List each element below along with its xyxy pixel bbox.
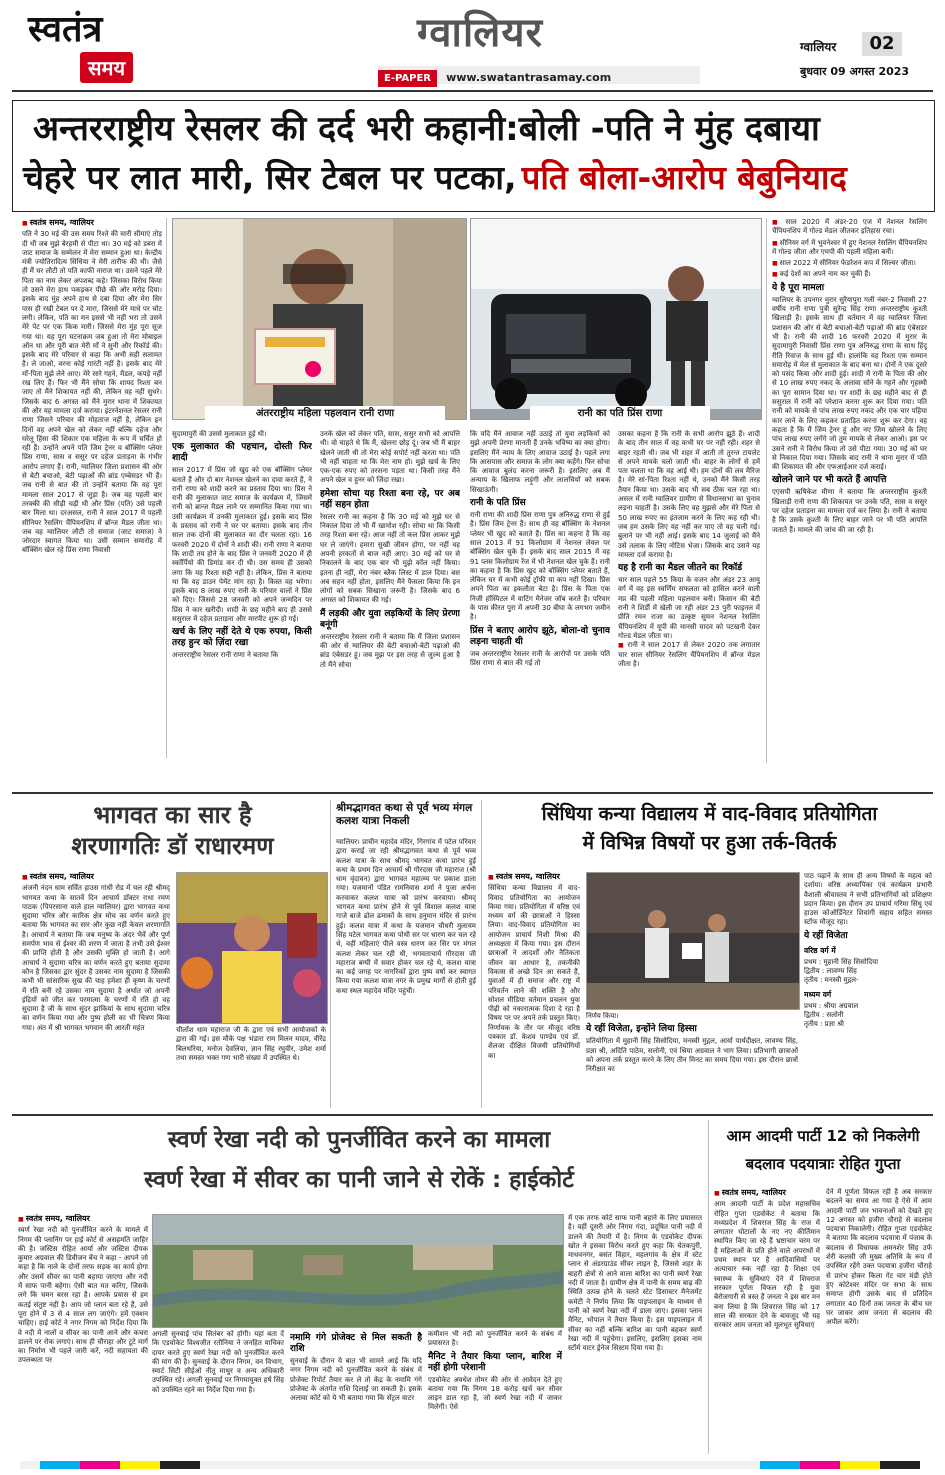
middle-winner-3: तृतीय : प्रज्ञा श्री: [804, 1020, 844, 1029]
headline-line1: अन्तरराष्ट्रीय रेसलर की दर्द भरी कहानी:बोली -पति ने मुंह दबाया: [33, 109, 820, 149]
scindia-text-2b: प्रतियोगिता में मुहानी सिंह सिसोदिया, मनस्वी मुद्गल, आर्या पार्थदीक्षत, लावण्य सिंह, प्रज्ञा श्री, अदिति पाठेय, सलोनी, एवं श्रिया अग्रवाल ने भाग लिया। प्रतिभागी छात्राओं को अपना तर्क प्रस्तुत करने के लिए तीन मिनट का समय दिया गया। इस दौरान छात्रों निरीक्षत का: [586, 1037, 798, 1074]
swarnrekha-subhead-1: नमामि गंगे प्रोजेक्ट से मिल सकती है राशि: [290, 1333, 422, 1354]
scindia-text-2a: निर्णय किया।: [586, 1012, 619, 1020]
scindia-headline: [486, 800, 933, 864]
aap-col1: [714, 1188, 820, 1454]
section-divider-2: [12, 1114, 933, 1116]
col-divider-aap: [708, 1120, 709, 1454]
swarnrekha-byline: ■ स्वतंत्र समय, ग्वालियर: [18, 1214, 148, 1224]
aap-headline-line1: आम आदमी पार्टी 12 को निकलेगी: [726, 1127, 920, 1145]
website-link[interactable]: www.swatantrasamay.com: [446, 71, 612, 84]
main-col4-subhead2: प्रिंस ने बताए आरोप झूठे, बोला-वो चुनाव लड़ना चाहती थी: [470, 625, 610, 647]
masthead: [0, 0, 945, 92]
senior-winner-3: तृतीय : मनस्वी मुद्गल-: [804, 976, 859, 985]
logo: [28, 8, 156, 86]
photo-rani-rana: [172, 218, 467, 420]
scindia-subhead: ये रहीं विजेता, इन्होंने लिया हिस्सा: [586, 1024, 697, 1035]
swarnrekha-col5: [568, 1214, 702, 1454]
senior-winner-1: प्रथम : मुहानी सिंह सिसोदिया: [804, 957, 879, 966]
record-bullet-1: ■ साल 2020 में अंडर-20 एज में नेशनल रेसलिंग चैंपियनशिप में गोल्ड मेडल जीतकर इतिहास रचा।: [772, 218, 927, 237]
main-col6-subhead1: ये है पूरा मामला: [772, 282, 825, 293]
col-divider-right: [766, 218, 767, 763]
col-divider-scindia: [481, 800, 482, 1108]
main-col6-subhead2: खोलने जाने पर भी करते हैं आपत्ति: [772, 475, 887, 486]
main-col2-subhead1: एक मुलाकात की पहचान, दोस्ती फिर शादी: [172, 442, 312, 464]
main-col4: [470, 430, 610, 760]
swarnrekha-headline-line2: स्वर्ण रेखा में सीवर का पानी जाने से रोकें : हाईकोर्ट: [144, 1167, 574, 1193]
aap-col2: [826, 1188, 932, 1454]
swarnrekha-col1: [18, 1214, 148, 1454]
city-tag: ग्वालियर: [800, 40, 837, 54]
aap-text-2: देने में पूर्णता विफल रही है अब सरकार बदलने का समय आ गया है ऐसे में आम आदमी पार्टी जन भावनाओं को देखते हुए 12 अगस्त को हजीरा चौराहे से बदलाव पदयात्रा निकालेगी। रोहित गुप्ता एडवोकेट ने बताया कि बदलाव पदयात्रा में पंजाब के बदलाव से विधायक अमनशेर सिंह उर्फ शेरी कलसी जी मुख्य अतिथि के रूप में उपस्थित रहेंगे उक्त पदयात्रा हजीरा चौराहे से प्रारंभ होकर किला गेट चार मंडी होते हुए कोटेश्वर मंदिर पर सभा के साथ समाप्त होगी उसके बाद से प्रतिदिन लगातार 40 दिनों तक जनता के बीच घर घर जाकर आम जनता से बदलाव की अपील करेंगे।: [826, 1188, 932, 1327]
main-col1: [22, 218, 162, 758]
swarnrekha-text-5: में एक तरफ कोर्ट साफ पानी बहाने के लिए प्रयासरत है। वहीं दूसरी ओर निगम गंदा, प्रदूषित पानी नदी में डालने की तैयारी में है। निगम के एडवोकेट दीपक खोत ने इसका विरोध करते हुए कहा कि चेतकपुरी, माधवनगर, बसंत विहार, महलगांव के क्षेत्र में स्टेट प्लान से अंडरग्राउंड सीवर लाइन है, जिससे शहर के बाहरी क्षेत्रों से आने वाला बारिश का पानी स्वर्ण रेखा नदी में जाता है। ग्रामीण क्षेत्र में पानी के समय बाढ़ की स्थिति उत्पन्न होने के चलते स्टेट डिसास्टर मैनेजमेंट कमेटी ने निर्णय लिया कि पाइपलाइन के माध्यम से पानी को स्वर्ण रेखा नदी में डाला जाए। इसका प्लान मैनिट, भोपाल ने तैयार किया है। इस पाइपलाइन में सीवर का नहीं बल्कि बारिश का पानी बहकर स्वर्ण रेखा नदी में पहुंचेगा। इसलिए, इसलिए इसका नाम स्टॉर्म वाटर ड्रेनेज सिस्टम दिया गया है।: [568, 1214, 702, 1353]
main-col2: [172, 430, 312, 760]
photo-prince-rana-image: [471, 219, 761, 419]
kalash-headline: श्रीमद्भागवत कथा से पूर्व भव्य मंगल कलश यात्रा निकली: [336, 802, 473, 827]
swarnrekha-col4: [428, 1330, 562, 1454]
bhagwat-col1: [22, 872, 170, 1108]
aap-byline: ■ स्वतंत्र समय, ग्वालियर: [714, 1188, 820, 1198]
main-col5: [618, 430, 760, 760]
photo-prince-rana: [470, 218, 762, 420]
main-col1-text: पति ने 30 मई की उस समय रिश्ते की सारी सीमाएं तोड़ दी थीं जब मुझे बेरहमी से पीटा था। 30 मई को डबरा में जाट समाज के सम्मेलन में मेरा सम्मान हुआ था। केन्द्रीय मंत्री ज्योतिरादित्य सिंधिया ने मेरी तारीफ की थी। जैसे ही मैं घर लौटी तो पति काफी नाराज था। उसने पहले मेरे पिता का नाम लेकर अपशब्द कहे। जिसका विरोध किया तो उसने मेरा हाथ पकड़कर पीछे की ओर मरोड़ दिया। इसके बाद मुंह अपने हाथ से दबा दिया और मेरा सिर पास ही रखी टेबल पर दे मारा, जिससे मेरे माथे पर चोट लगी। लेकिन, पति का मन इससे भी नहीं भरा तो उसने मेरे पेट पर एक किक मारी। जिससे मेरा मुंह पूरा सूज गया था। यह पूरा घटनाक्रम जब हुआ तो मेरा मोबाइल ऑन था और पूरी बात मेरी माँ ने सुनी और रिकॉर्ड की। इसके बाद मेरे परिवार से कहा कि अभी सही सलामत है। ले जाओ, वरना कोई गारंटी नहीं है। इसके बाद मेरे माँ-पिता मुझे लेने आए। मेरे सारे गहने, मैडल, कपड़े नहीं रख लिए हैं। फिर भी मैंने सोचा कि शायद रिश्ता बन जाए तो मैंने शिकायत नहीं की, लेकिन वह नहीं सुधरे। जिसके बाद 6 अगस्त को मैंने मुरार थाना में शिकायत की और यह मामला दर्ज कराया। इंटरनेशनल रेसलर रानी राणा जिसने परिवार की मोहताज नहीं है, लेकिन इन दिनों वह अपने खेल को लेकर नहीं बल्कि दहेज और घरेलू हिंसा की शिकार एक महिला के रूप में चर्चित हो रही हैं। उन्होंने अपने पति जिम ट्रेनर व बॉक्सिंग प्लेयर प्रिंस राणा, सास व ससुर पर दहेज प्रताड़ना के गंभीर आरोप लगाए हैं। रानी, ग्वालियर जिला प्रशासन की ओर से बेटी बचाओ, बेटी पढ़ाओं की ब्रांड एम्बेसडर भी हैं। जब रानी से बात की तो उन्होंने बताया कि वह पूरा मामला साल 2017 से जुड़ा है। जब वह पहली बार तरक्की की सीढ़ी चढ़ी थी और प्रिंस (पति) उसे पहली बार मिला था। दरअसल, रानी ने साल 2017 में पहली सीनियर रैसलिंग चैंपियनशिप में ब्रॉन्ज मैडल जीता था। जब वह ग्वालियर लौटी तो समाज (जाट समाज) ने जोरदार स्वागत किया था। उसी सम्मान समारोह में बॉक्सिंग खेल रहे प्रिंस राणा निवासी: [22, 230, 162, 555]
swarnrekha-text-3: सुनवाई के दौरान ये बात भी सामने आई कि यदि नगर निगम नदी को पुनर्जीवित करने के संबंध में प्रोजेक्ट रिपोर्ट तैयार कर ले तो केंद्र के नमामि गंगे प्रोजेक्ट के अंतर्गत राशि दिलाई जा सकती है। इसके अलावा कोर्ट को ये भी बताया गया कि सेंट्रल वाटर: [290, 1357, 422, 1403]
swarnrekha-text-4b: एडवोकेट अवधेश तोमर की ओर से आवेदन देते हुए बताया गया कि निगम 18 करोड़ खर्च कर सीवर लाइन डाल रहा है, जो स्वर्ण रेखा नदी में जाकर मिलेगी। ऐसे: [428, 1375, 562, 1412]
main-col6: [772, 218, 927, 766]
registration-marks-image: [0, 1459, 945, 1471]
senior-winners-title: वरिष्ठ वर्ग में: [804, 945, 836, 955]
main-col3-text: उनके खेल को लेकर पति, सास, ससुर सभी को आपत्ति थी। वो चाहते थे कि मैं, खेलना छोड़ दूं। जब भी मैं बाहर खेलने जाती थी तो मेरा कोई सपोर्ट नहीं करता था। पति भी नहीं चाहता था कि मेरा नाम हो। मुझे खर्च के लिए एक-एक रुपए को तरसना पड़ता था। किसी तरह मैंने अपने खेल व हुनर को जिंदा रखा।: [320, 430, 460, 485]
bhagwat-caption-text: चीलोंश धाम महाराज जी के द्वारा एवं सभी आयोजकों के द्वारा की गई। इस मौके पक्ष भंडारा राम मिलन यादव, वीरेंद्र बिलथरिया, मनोज देवलिया, ज्ञान सिंह रघुवीर, उमेश शर्मा तथा समस्त भक्त गण भारी संख्या में उपस्थित थे।: [176, 1026, 326, 1062]
page-number: 02: [862, 32, 902, 56]
middle-winner-2: द्वितीय : सलोनी: [804, 1010, 844, 1019]
swarnrekha-photo: [152, 1214, 564, 1328]
headline-line2-red: पति बोला-आरोप बेबुनियाद: [521, 158, 847, 197]
main-col6-text-b: ग्वालियर के उपनगर मुरार सुरैयापुरा गली नंबर-2 निवासी 27 वर्षीय रानी राणा पुत्री सुरेन्द्र सिंह राणा अन्तरराष्ट्रीय कुश्ती खिलाड़ी है। इसके साथ ही वर्तमान में वह ग्वालियर जिला प्रशासन की ओर से बेटी बचाओ-बेटी पढ़ाओ की ब्रांड एंबेसडर भी है। रानी की शादी 16 फरवरी 2020 में मुरार के सुदामापुरी निवासी प्रिंस राणा पुत्र अनिरुद्ध राणा के साथ हिंदू रीति रिवाज के साथ हुई थी। हालांकि यह रिश्ता एक सम्मान समारोह में मेल से मुलाकात के बाद बना था। दोनों ने एक दूसरे को पसंद किया और शादी हुई। शादी में रानी के पिता की ओर से 10 लाख रुपए नकद के अलावा सोने के गहने और गृहस्थी का पूरा सामान दिया था। पर शादी के छह महीने बाद से ही ससुराल में रानी को परेशान करना शुरू कर दिया गया। पति रानी को मायके से पांच लाख रुपए नकद और एक चार पहिया कार लाने के लिए कहकर प्रताड़ित करना शुरू कर देगा। वह कहता है कि मैं जिम ट्रेनर हूं और नए जिम खोलने के लिए पांच लाख रुपए लगेंगे जो तुम मायके से लेकर आओ। इस पर उसने रानी ने विरोध किया तो उसे पीटा गया। 30 मई को घर से निकाल दिया गया। जिसके बाद रानी ने थाना मुरार में पति की शिकायत की और एफआईआर दर्ज कराई।: [772, 295, 927, 472]
swarnrekha-col3: [290, 1330, 422, 1454]
main-col3: [320, 430, 460, 760]
main-col4-text-b: रानी राणा की शादी प्रिंस राणा पुत्र अनिरुद्ध राणा से हुई है। प्रिंस जिम ट्रेनर हैं। साथ ही वह बॉक्सिंग के नेशनल प्लेयर भी खुद को बताते हैं। प्रिंस का कहना है कि वह साल 2013 में 91 किलोग्राम में नेशनल लेवल पर बॉक्सिंग खेल चुके हैं। इसके बाद साल 2015 में वह 91 प्लस किलोग्राम रेंज में भी नेशनल खेल चुके हैं। रानी का कहना है कि प्रिंस खुद को बॉक्सिंग प्लेयर बताते हैं, लेकिन घर में कभी कोई ट्रॉफी या कप नहीं दिखा। प्रिंस अपने पिता का इकलौता बेटा है। प्रिंस के पिता एक निजी हॉस्पिटल में वाटिंग मैनेजर जॉब करते हैं। परिवार के पास कीरत पुरा में अपनी 30 बीघा के लगभग जमीन है।: [470, 511, 610, 622]
record-bullet-2: ■ सीनियर वर्ग में भुवनेश्वर में हुए नेशनल रेसलिंग चैंपियनशिप में गोल्ड जीता और एमपी की पहली महिला बनीं।: [772, 239, 927, 258]
main-col4-text-c: जब अन्तरराष्ट्रीय रेसलर रानी के आरोपों पर उसके पति प्रिंस राणा से बात की गई तो: [470, 649, 610, 667]
epaper-label: E-PAPER: [378, 70, 437, 87]
section-divider-1: [12, 792, 933, 794]
headline-line2-black: चेहरे पर लात मारी, सिर टेबल पर पटका,: [23, 158, 517, 197]
main-col4-subhead1: रानी के पति प्रिंस: [470, 498, 526, 509]
main-col2-text: सुदामापुरी की उससे मुलाकात हुई थी।: [172, 430, 267, 438]
scindia-col1: [488, 872, 580, 1108]
middle-winner-1: प्रथम : श्रीया अग्रवाल: [804, 1001, 859, 1010]
main-col5-subhead1: यह है रानी का मैडल जीतने का रिकॉर्ड: [618, 563, 743, 574]
scindia-photo-image: [587, 873, 799, 1009]
logo-top-text: स्वतंत्र: [28, 8, 103, 50]
bhagwat-caption: [176, 1026, 326, 1108]
edition-date: बुधवार 09 अगस्त 2023: [800, 65, 910, 78]
record-bullet-4: ■ कई देशों का अपने नाम कर चुकी हैं।: [772, 270, 927, 279]
main-col2-text-c: अन्तरराष्ट्रीय रेसलर रानी राणा ने बताया कि: [172, 651, 279, 660]
scindia-headline-line1: सिंधिया कन्या विद्यालय में वाद-विवाद प्रतियोगिता: [541, 803, 878, 825]
main-col3-text-c: अन्तरराष्ट्रीय रेसलर रानी ने बताया कि मैं जिला प्रशासन की ओर से ग्वालियर की बेटी बचाओ-बेटी पढ़ाओ की ब्रांड एंबेसडर हूं। जब मुझ पर इस तरह से जुल्म हुआ है तो मैंने सोचा: [320, 632, 460, 669]
bhagwat-byline: ■ स्वतंत्र समय, ग्वालियर: [22, 872, 170, 882]
aap-text-1: आम आदमी पार्टी के प्रदेश महासचिव रोहित गुप्ता एडवोकेट ने बताया कि मध्यप्रदेश में शिवराज सिंह के राज में लगातार घोटालों के नए नए कीर्तिमान स्थापित किए जा रहे हैं भ्रष्टाचार चरम पर है महिलाओं के प्रति होने वाले अपराधों में प्रथम स्थान पर है आदिवासियों पर अत्याचार रुक नहीं रहा है शिक्षा एवं स्वास्थ्य के सुविधाएं देने में शिवराज सरकार पूर्णतः विफल रही है युवा बेरोजगारी से त्रस्त हैं जनता ने इस बार मन बना लिया है कि शिवराज सिंह को 17 साल की सरकार देने के बावजूद भी यह सरकार आम जनता को मूलभूत सुविधाएं: [714, 1200, 820, 1330]
masthead-divider: [12, 90, 933, 92]
record-bullet-3: ■ साल 2022 में सीनियर फेडरेशन कप में सिल्वर जीता।: [772, 259, 927, 268]
aap-headline-line2: बदलाव पदयात्राः रोहित गुप्ता: [745, 1155, 901, 1173]
photo1-caption: अंतरराष्ट्रीय महिला पहलवान रानी राणा: [205, 406, 445, 422]
swarnrekha-col2: [152, 1330, 284, 1454]
main-headline: [12, 100, 935, 212]
swarnrekha-text-4: कमीशन भी नदी को पुनर्जीवित करने के संबंध में प्रयासरत है।: [428, 1330, 562, 1348]
main-col2-subhead2: खर्च के लिए नहीं देते थे एक रुपया, किसी तरह हुन्‍र को ज़िंदा रखा: [172, 627, 312, 649]
epaper-bar: [378, 66, 700, 84]
kalash-col: [336, 838, 476, 1108]
swarnrekha-text-2: अगली सुनवाई पांच सितंबर को होगी। यहां बता दें कि एडवोकेट विश्वजीत रतौनिया ने जनहित याचिका दायर करते हुए स्वर्ण रेखा नदी को पुनर्जीवित करने की मांग की है। सुनवाई के दौरान निगम, वन विभाग, स्मार्ट सिटी सीईओ नीतू माथुर व अन्य अधिकारी उपस्थित रहे। अगली सुनवाई पर निगमायुक्त हर्ष सिंह को उपस्थित रहने का निर्देश दिया गया है।: [152, 1330, 284, 1394]
middle-winners-title: मध्यम वर्ग: [804, 989, 832, 999]
col-divider-kalash: [330, 800, 331, 1108]
registration-marks: [0, 1456, 945, 1468]
swarnrekha-headline: [14, 1120, 704, 1210]
page-tag: [800, 30, 910, 58]
byline: ■ स्वतंत्र समय, ग्वालियर: [22, 218, 162, 228]
main-col5-text: उसका कहना है कि रानी के सभी आरोप झूठे हैं। शादी के बाद तीन साल में वह कभी घर पर नहीं रही। शहर से बाहर रहती थी। जब भी शहर में आती तो तुरन्त टायलेट से अपने मायके चलो जाती थी। बाहर के लोगों से हमें पता चलता था कि वह आई थी। हम दोनों की लव मैरिज है। मेरे सां-पिता रिश्ता नहीं थे, उनको मैंने किसी तरह तैयार किया था। उसके बाद भी सब ठीक चल रहा था। असल में रानी ग्वालियर ग्रामीण से विधानसभा का चुनाव लड़ना चाहती है। उसके लिए वह मुझसे और मेरे पिता से 50 लाख रुपए का इंतजाम करने के लिए कह रही थी। जब हम उसके लिए यह नहीं कर पाए तो वह चली गई। बुलाने पर भी नहीं आई। इसके बाद 14 जुलाई को मैंने उसे तलाक के लिए नोटिस भेजा। जिसके बाद उसने यह मामला दर्ज कराया है।: [618, 430, 760, 559]
city-title: ग्वालियर: [417, 10, 543, 56]
swarnrekha-photo-image: [153, 1215, 563, 1327]
bhagwat-headline-line1: भागवत का सार है: [93, 801, 252, 829]
scindia-byline: ■ स्वतंत्र समय, ग्वालियर: [488, 872, 580, 882]
main-col2-text-b: साल 2017 में प्रिंस जो खुद को एक बॉक्सिंग प्लेयर बताते हैं और दो बार नेशनल खेलने का दावा करते हैं, ने रानी राणा को शादी करने का प्रस्ताव दिया था। प्रिंस ने रानी की मुलाकात जाट समाज के कार्यक्रम में, जिसमें रानी को ब्रान्ज मैडल लाने पर सम्मानित किया गया था। उसी कार्यक्रम में उनकी मुलाकात हुई। इसके बाद प्रिंस के प्रस्ताव को रानी ने घर पर बताया। इसके बाद तीन साल तक दोनों की मुलाकात का दौर चलता रहा। 16 फरवरी 2020 में दोनों ने शादी की। रानी राणा ने बताया कि शादी तय होने के बाद प्रिंस ने जनवरी 2020 में ही स्कॉर्पियो की डिमांड कर दी थी। उस समय ही उसको लगा कि यह रिश्ता सही नहीं है। लेकिन, प्रिंस ने बताया था कि वह डाउन पेमेंट मांग रहा है। किस्त वह भरेगा। इसके बाद 8 लाख रुपए रानी के परिवार वालों ने प्रिंस को दिए। जिससे 28 जनवरी को अपने जन्मदिन पर प्रिंस ने कार खरीदी। शादी के छह महीने बाद ही उससे ससुराल में दहेज प्रताड़ना और मारपीट शुरू हो गई।: [172, 466, 312, 624]
bhagwat-headline: [20, 800, 325, 866]
photo2-caption: रानी का पति प्रिंस राणा: [530, 406, 710, 422]
swarnrekha-headline-line1: स्वर्ण रेखा नदी को पुनर्जीवित करने का मामला: [167, 1127, 551, 1153]
swarnrekha-text-1: स्वर्ण रेखा नदी को पुनर्जीवित करने के मामले में निगम की प्लानिंग पर हाई कोर्ट से असहमति जाहिर की है। जस्टिस रोहित आर्या और जस्टिस दीपक कुमार अग्रवाल की डिवीजन बेंच ने कहा - आपने जो कहा है कि नाले के दोनों तरफ सड़क का कार्य होगा और उसमें सीवर का पानी बहाया जाएगा और नदी में साफ पानी बहेगा। ऐसी बात मत करिए, जिसके लगे कि चमन बरस रहा है। आपके प्रयास से हम कतई संतुष्ट नहीं है। आप जो प्लान बता रहे हैं, उसे पूरा होने में 3 से 4 साल लग जाएंगे। हमें एक्शन चाहिए। हाई कोर्ट ने नगर निगम को निर्देश दिया कि वे नदी में नालों व सीवर का पानी आने और कचरा डालने पर रोक लगाएं। साथ ही चौराहा और टूटे मार्ग का निर्माण भी पहले जारी करें, नदी सहायता की उपलब्धता पर: [18, 1226, 148, 1365]
scindia-col2: [586, 1012, 798, 1108]
bhagwat-headline-line2: शरणागतिः डॉ राधारमण: [71, 832, 274, 860]
bhagwat-text: अंजनी नंदन धाम सर्वित हाउस गांधी रोड में चल रही श्रीमद् भागवत कथा के सातवें दिन आचार्य डॉक्टर राधा रमण पाठक (पिपरसाना वाले हाल ग्वालियर) द्वारा भागवत कथा सुदामा चरित्र और कारिक क्षेत्र मोच का वर्णन करते हुए बताया कि भागवत का सार और कुछ नहीं केवल शरणागति है। आचार्य ने बताया कि जब मनुष्य के अंदर भैवें और पूर्ण समर्पण भाव से ईश्वर की शरण में जाता है तभी उसे ईश्वर की प्राप्ति होती है और उसकी मुक्ति हो जाती है। आगे आचार्य ने सुदामा चरित्र का वर्णन करते हुए बताया सुदामा कौन है जिसका द्वार सुंदर है उसका नाम सुदामा है जिसकी कभी भी सांसारिक सुख की चाह हमेशा ही कृष्ण के चरणों में रति बनी रहे उसका नाम सुदामा है अर्थात जो अपनी इंद्रियों को जीत कर परमात्मा के चरणों में रति हो वह सुदामा है जी के साथ सुंदर झांकियां के साथ सुदामा चरित्र का वर्णन किया गया और पुष्प होली का भी चित्रण किया गया। अंत में श्री भागवत भगवान की आरती महंत: [22, 884, 170, 1032]
bhagwat-photo-image: [177, 873, 327, 1023]
scindia-col3: [804, 872, 932, 1108]
main-col3-text-b: रेसलर रानी का कहना है कि 30 मई को मुझे घर से निकाल दिया तो भी मैं खामोश रही। सोचा था कि किसी तरह रिश्ता बना रहे। आज नहीं तो कल प्रिंस आकर मुझे घर ले जाएंगे। हमारा सुखी जीवन होगा, पर नहीं वह अपनी हरकतों से बाज नहीं आए। 30 मई को घर से निकालने के बाद एक बार भी मुझे कॉल नहीं किया। इतना ही नहीं, मेरा नंबर ब्लैक लिस्ट में डाल दिया। बस अब सहन नहीं होता, इसलिए मैंने फैसला किया कि इन लोगों को सबक सिखाना जरूरी है। जिसके बाद 6 अगस्त को शिकायत की गई।: [320, 512, 460, 605]
main-col5-text-b: चार साल पहले 55 किग्रा के वजन और अंडर 23 आयु वर्ग में वह इस स्वर्णिम सफलता को हासिल करने वाली मप्र की पहली महिला पहलवान बनी। किसान की बेटी रानी ने शिर्डी में खेली जा रही अंडर 23 पुरी फाइनल में प्रीति रमन राजा का उत्कृष्ट सुमन नेशनल रेसलिंग चैंपियनशिप में यूपी की मानसी यादव को पटखनी देकर गोल्ड मेडल जीता था।: [618, 576, 760, 640]
main-col6-text-c: एएसपी ऋषिकेश मीणा ने बताया कि अन्तरराष्ट्रीय कुश्ती खिलाड़ी रानी राणा की शिकायत पर उनके पति, सास व ससुर पर दहेज प्रताड़ना का मामला दर्ज कर लिया है। रानी ने बताया है कि उसके कुश्ती के लिए बाहर जाने पर भी पति आपत्ति जताते हैं। मामले की जांच की जा रही है।: [772, 488, 927, 534]
main-col3-subhead1: हमेशा सोचा यह रिश्ता बना रहे, पर अब नहीं सहन होता: [320, 488, 460, 510]
scindia-text-1: सिंधिया कन्या विद्यालय में वाद-विवाद प्रतियोगिता का आयोजन किया गया। प्रतियोगिता में वरिष्ठ एवं मध्यम वर्ग की छात्राओं ने हिस्सा लिया। वाद-विवाद प्रतियोगिता का आयोजन प्राचार्य निशी मिश्रा की अध्यक्षता में किया गया। इस दौरान छात्राओं ने आदर्शों और नैतिकता जीवन का आधार है, तकनीकी विकास से अच्छे दिन आ सकते हैं, युवाओं में ही समाज और राष्ट्र में परिवर्तन लाने की शक्ति है और सोशल मीडिया वर्तमान प्रचलन युवा पीढ़ी को नकारात्मक दिशा दे रहा है विषय पर पर अपने तर्क प्रस्तुत किए। निर्णायक के तौर पर मौजूद वरिष्ठ पत्रकार डॉ. केशव पाण्डेय एवं डॉ. शैलजा दीक्षित विजयी प्रतियोगियों का: [488, 884, 580, 1060]
swarnrekha-subhead-2: मैनिट ने तैयार किया प्लान, बारिश में नहीं होगी परेशानी: [428, 1351, 562, 1373]
senior-winner-2: द्वितीय : लावण्य सिंह: [804, 967, 857, 976]
aap-headline: [712, 1122, 934, 1184]
scindia-headline-line2: में विभिन्न विषयों पर हुआ तर्क-वितर्क: [582, 832, 837, 854]
col-divider: [166, 218, 167, 758]
logo-bottom-text: समय: [80, 52, 133, 83]
scindia-winners-heading: ये रहीं विजेता: [804, 930, 848, 941]
scindia-text-3: पाठ पढ़ाने के साथ ही अन्य विषयों के महत्व को दर्शाया। वरिष्ठ अध्यापिका एवं कार्यक्रम प्रभारी वैशाली श्रीवास्तव ने सभी प्रतिभागियों को प्रशिक्षण प्रदान किया। इस दौरान उप प्राचार्य गरिमा सिंधु एवं हाउस कोऑर्डिनेटर शिवांगी सहाय सहित समस्त स्टॉफ मौजूद रहा।: [804, 872, 932, 927]
main-col5-bullet: ■ रानी ने साल 2017 से लेकर 2020 तक लगातार चार साल सीनियर रेसलिंग चैंपियनशिप में ब्रॉन्ज मेडल जीता है।: [618, 641, 760, 669]
photo-rani-rana-image: [173, 219, 466, 419]
main-col3-subhead2: मैं लड़की और युवा लड़कियों के लिए प्रेरणा बनूंगी: [320, 608, 460, 630]
kalash-text: ग्वालियर। प्राचीन महादेव मंदिर, गिरगांव में पटेल परिवार द्वारा कराई जा रही श्रीमद्भागवत कथा से पूर्व भव्य कलश यात्रा के साथ श्रीमद् भागवत कथा प्रारंभ हुई कथा के प्रथम दिन आचार्य श्री गौरदास जी महाराज (श्री धाम वृंदावन) द्वारा भागवत महात्म्य पर प्रकाश डाला गया। यजमानों पंडित रामनिवास शर्मा ने पूजा अर्चना करवाकर कलश यात्रा को प्रारंभ करवाया। श्रीमद् भागवत कथा प्रारंभ होने से पूर्व विशाल कलश यात्रा गाजे बाजे ढोल ढमाकों के साथ हनुमान मंदिर से प्रारंभ हुई। कलश यात्रा में कथा के यजमान चौधरी मुलायम सिंह पटेल भागवत कथा पोथी सर पर धारण कर चल रहे थे, वहीं महिलाएं पीले वस्त्र धारण कर सिर पर मंगल कलश लेकर चल रही थी, भगवताचार्य गौरदास जी महाराज बग्घी में सवार होकर चल रहे थे, कलश यात्रा का कई जगह पर नागरिकों द्वारा पुष्प वर्षा कर स्वागत किया गया कलश यात्रा नगर के प्रमुख मार्गों से होती हुई कथा स्थल महादेव मंदिर पहुंची।: [336, 838, 476, 995]
main-col4-text: कि यदि मैंने आवाज नहीं उठाई तो युवा लड़कियों को मुझे अपनी प्रेरणा मानती हैं उनके भविष्य का क्या होगा। इसलिए मैंने न्याय के लिए आवाज उठाई है। पहले लगा कि आसपास और समाज के लोग क्या कहेंगे। फिर सोचा कि आवाज बुलंद करना जरूरी है। इसलिए अब मैं अन्याय के खिलाफ लड़ूंगी और लालचियों को सबक सिखाऊंगी।: [470, 430, 610, 494]
scindia-photo: [586, 872, 800, 1010]
bhagwat-photo: [176, 872, 328, 1024]
